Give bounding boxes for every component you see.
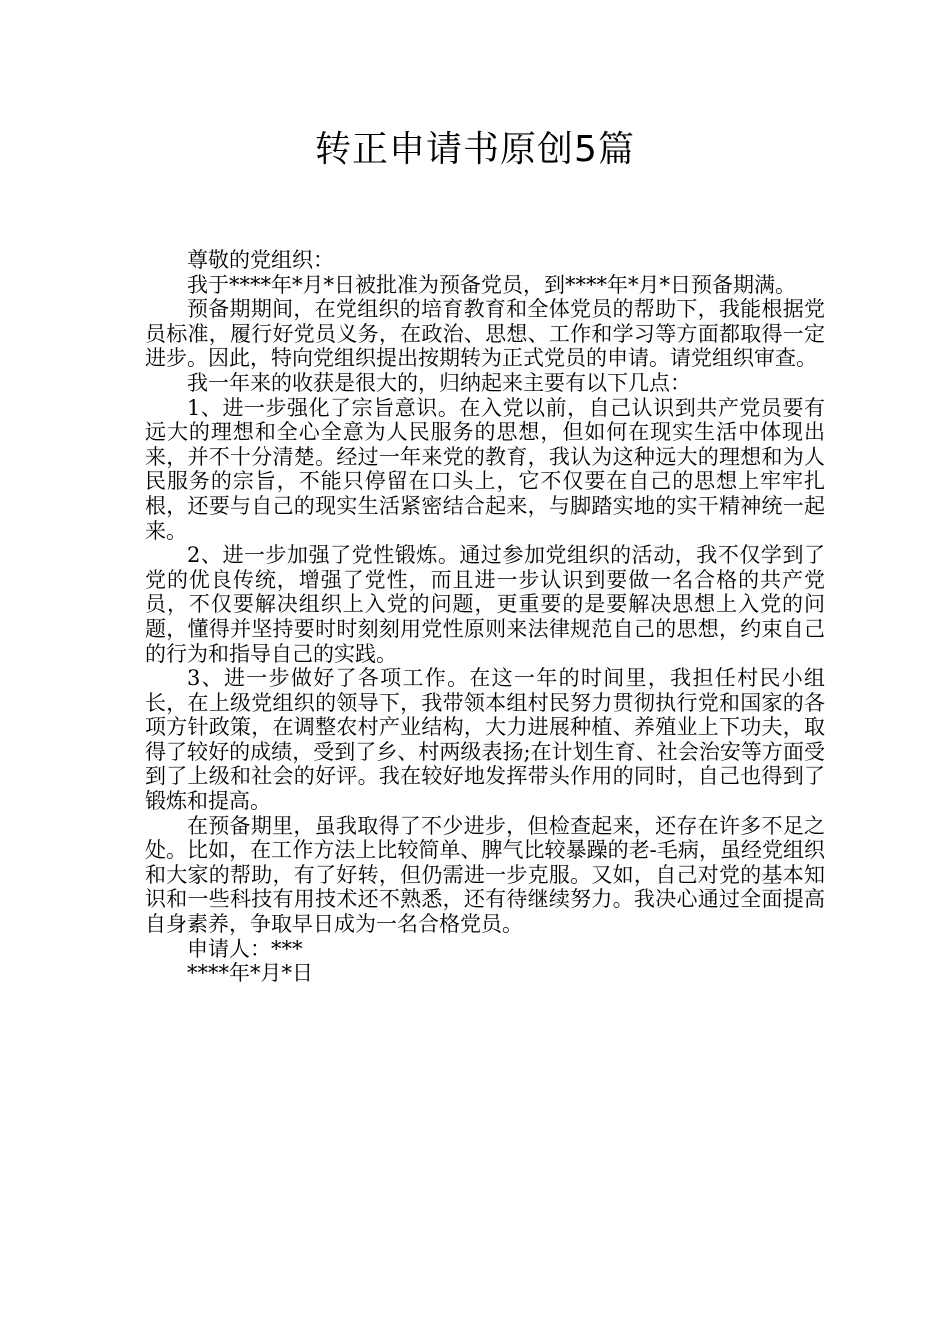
document-body <box>145 248 825 986</box>
applicant-signature: 申请人：*** <box>187 936 303 961</box>
document-title: 转正申请书原创5篇 <box>315 129 635 170</box>
paragraph-approval-date: 我于****年*月*日被批准为预备党员，到****年*月*日预备期满。 <box>187 272 796 297</box>
paragraph-shortcomings: 在预备期里，虽我取得了不少进步，但检查起来，还存在许多不足之处。比如，在工作方法上比较简单、脾气比较暴躁的老-毛病，虽经党组织和大家的帮助，有了好转，但仍需进一步克服。又如，自己对党的基本知识和一些科技有用技术还不熟悉，还有待继续努力。我决心通过全面提高自身素养，争取早日成为一名合格党员。 <box>145 813 825 937</box>
paragraph-probation-summary: 预备期期间，在党组织的培育教育和全体党员的帮助下，我能根据党员标准，履行好党员义务，在政治、思想、工作和学习等方面都取得一定进步。因此，特向党组织提出按期转为正式党员的申请。请党组织审查。 <box>145 297 825 371</box>
paragraph-point-2: 2、进一步加强了党性锻炼。通过参加党组织的活动，我不仅学到了党的优良传统，增强了党性，而且进一步认识到要做一名合格的共产党员，不仅要解决组织上入党的问题，更重要的是要解决思想上入党的问题，懂得并坚持要时时刻刻用党性原则来法律规范自己的思想，约束自己的行为和指导自己的实践。 <box>145 543 825 666</box>
signature-date: ****年*月*日 <box>187 961 313 986</box>
paragraph-point-1: 1、进一步强化了宗旨意识。在入党以前，自己认识到共产党员要有远大的理想和全心全意为人民服务的思想，但如何在现实生活中体现出来，并不十分清楚。经过一年来党的教育，我认为这种远大的理想和为人民服务的宗旨，不能只停留在口头上，它不仅要在自己的思想上牢牢扎根，还要与自己的现实生活紧密结合起来，与脚踏实地的实干精神统一起来。 <box>145 395 825 543</box>
paragraph-gains-intro: 我一年来的收获是很大的，归纳起来主要有以下几点： <box>187 370 691 395</box>
salutation: 尊敬的党组织： <box>187 248 334 272</box>
paragraph-point-3: 3、进一步做好了各项工作。在这一年的时间里，我担任村民小组长，在上级党组织的领导下，我带领本组村民努力贯彻执行党和国家的各项方针政策，在调整农村产业结构，大力进展种植、养殖业上下功夫，取得了较好的成绩，受到了乡、村两级表扬;在计划生育、社会治安等方面受到了上级和社会的好评。我在较好地发挥带头作用的同时，自己也得到了锻炼和提高。 <box>145 666 825 814</box>
